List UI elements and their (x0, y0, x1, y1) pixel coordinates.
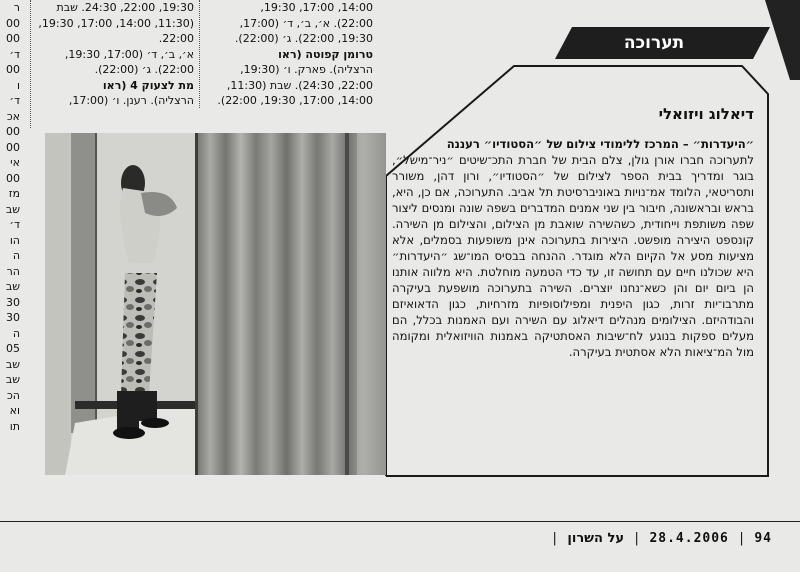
listings-column-b (205, 0, 373, 109)
listing-line: אי (10, 156, 20, 169)
article-subtitle: ״היעדרות״ – המרכז ללימודי צילום של ״הסטודיו״ רעננה (446, 137, 754, 151)
listing-line: א׳, ב׳, ד׳ (17:00, 19:30, (64, 47, 194, 61)
listing-line: ה (12, 249, 20, 262)
article-photo (45, 133, 386, 475)
article-title: דיאלוג ויזואלי (658, 105, 754, 123)
footer-separator: | (739, 531, 744, 546)
listing-line: תו (9, 419, 20, 433)
listing-line: 22:00). ג׳ (22:00). (94, 63, 194, 76)
footer-rule (0, 521, 800, 522)
listing-line: וא (9, 404, 20, 417)
listing-line: (11:30, 14:00, 17:00, 19:30, (38, 16, 194, 30)
listing-line: הו (9, 233, 20, 247)
listing-line: הרצליה). פארק. ו׳ (19:30, (240, 63, 373, 76)
listing-line: 14:00, 17:00, 19:30, 22:00). (217, 94, 373, 107)
listing-line: ד׳ (9, 218, 20, 231)
listing-line: 22:00. (158, 32, 194, 45)
listing-line: מת לצעוק 4 (ראו (102, 78, 194, 92)
issue-date: 28.4.2006 (649, 531, 729, 546)
listing-line: 30 (6, 295, 20, 309)
listing-line: 00 (6, 63, 20, 76)
listing-line: 30 (6, 311, 20, 324)
listing-line: 22:00, 24:30). שבת (11:30, (226, 78, 373, 92)
listing-line: 00 (6, 125, 20, 138)
listing-line: 00 (6, 171, 20, 185)
listing-line: אכ (6, 109, 20, 123)
page-number: 94 (754, 531, 772, 546)
listing-line: ו (17, 78, 20, 92)
listing-line: מז (8, 187, 20, 200)
section-label: תערוכה (623, 33, 685, 53)
listing-line: שב (5, 280, 20, 293)
photo-illustration (45, 133, 386, 475)
listing-line: 00 (6, 140, 20, 154)
listing-line: 00 (6, 16, 20, 30)
article-body: לתערוכה חברו אורן גולן, צלם הבית של חברת התכ־שיטים ״ניר־מישל״, בוגר ומדריך בבית הספר לצילום של ״הסטודיו״, ורון דהן, משורר ותסריטאי, הלומד אמ־נויות באוניברסיטת תל אביב. התערוכה, אם כן, היא, בראש ובראשונה, חיבור בין שני אמנים המדברים בשפה שונה ומנסים ליצור שפה משותפת וייחודית, כשהשירה שואבת מן הצילום, והצילום מן השירה. קונספט היצירה מופשט. היצירות בתערוכה אינן משופעות בסמלים, אלא מציעות מסע אל הקיום הלא מוגדר. ההנחה בבסיס המו־שג ״היעדרות״ היא שכולנו חיים עם תחושה זו, עד כדי הטמעה מוחלטת. היא מלווה אותנו הן ביום יום והן כשא־נחנו יוצרים. השירה בתערוכה מושפעת בעיקרה מתרבו־יות זרות, כגון היפנית ומפילוסופיות מזרחיות, כגון הדאואיזם והבודהיזם. הצילומים מנהלים דיאלוג עם השירה ועם האמנות בכלל, הם מעלים ספקות בנוגע לח־שיבות האסתטיקה באמנות הוויזואלית ומקומה מול המ־ציאות הלא אסתטית בעיקרה. (392, 153, 754, 359)
listing-line: 14:00, 17:00, 19:30, (260, 1, 373, 14)
listing-line: 19:30, 22:00). ג׳ (22:00). (234, 32, 373, 45)
publication-name: על השרון (567, 531, 624, 546)
listing-line: 00 (6, 32, 20, 45)
listing-line: שב (5, 357, 20, 371)
listing-line: הר (6, 264, 20, 278)
column-divider (30, 0, 31, 128)
article (392, 104, 754, 360)
listing-line: ה (12, 326, 20, 340)
listings-column-edge (0, 0, 20, 434)
listing-line: שב (5, 373, 20, 386)
listing-line: 22:00). א׳, ב׳, ד׳ (17:00, (239, 16, 373, 30)
listing-line: הכ (6, 388, 20, 402)
listings-column-a (38, 0, 194, 109)
footer-separator: | (634, 531, 639, 546)
listing-line: 19:30, 22:00, 24:30. שבת (56, 1, 194, 14)
listing-line: 05 (6, 342, 20, 355)
column-divider (199, 0, 200, 108)
listing-line: ד׳ (9, 94, 20, 107)
listing-line: ד׳ (9, 47, 20, 61)
listing-line: טרומן קפוטה (ראו (278, 47, 373, 61)
footer-separator: | (552, 531, 557, 546)
listing-line: שב (5, 202, 20, 216)
listing-line: הרצליה). רענן. ו׳ (17:00, (68, 94, 194, 107)
listing-line: ר (13, 1, 20, 14)
page-footer (500, 531, 772, 546)
